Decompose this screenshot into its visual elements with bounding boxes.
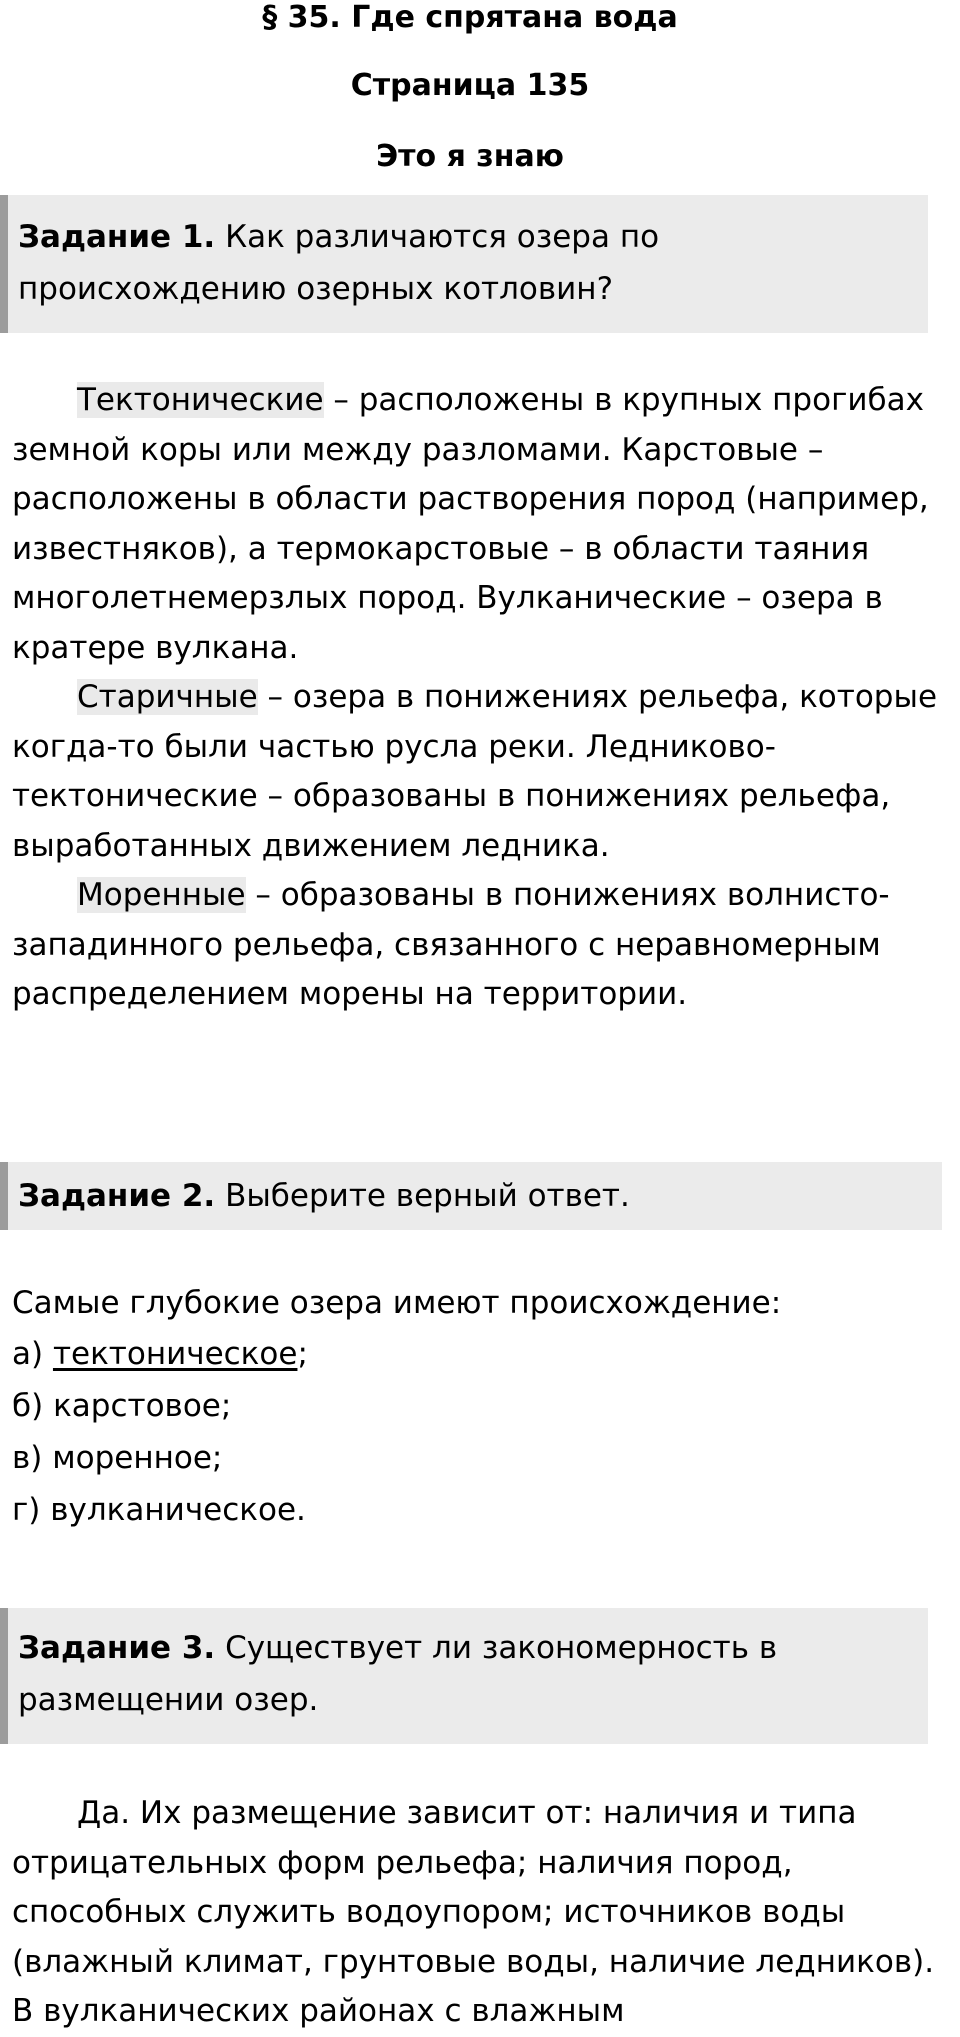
option-c-suffix: ; (211, 1440, 223, 1476)
term-moraine: Моренные (77, 877, 246, 913)
option-c (12, 1432, 308, 1484)
section-title: § 35. Где спрятана вода (262, 0, 678, 35)
task-1-label: Задание 1. (18, 219, 216, 255)
answer-text-3: – образованы в понижениях волнисто-западинного рельефа, связанного с неравномерным распределением морены на территории. (12, 877, 890, 1012)
task-2-prompt: Самые глубокие озера имеют происхождение: (12, 1285, 782, 1321)
option-b-text: карстовое (53, 1388, 221, 1424)
option-b-prefix: б) (12, 1388, 54, 1424)
task-2-question: Выберите верный ответ. (225, 1178, 630, 1214)
answer-text-1: – расположены в крупных прогибах земной коры или между разломами. Карстовые – расположены в области растворения пород (например, известняков), а термокарстовые – в области таяния многолетнемерзлых пород. Вулканические – озера в кратере вулкана. (12, 382, 929, 666)
option-c-text: моренное (52, 1440, 212, 1476)
term-tectonic: Тектонические (77, 382, 324, 418)
option-d-text: вулканическое (50, 1492, 297, 1528)
task-1-box (0, 195, 928, 333)
task-3-label: Задание 3. (18, 1630, 216, 1666)
task-3-question: Существует ли закономерность в размещении озер. (18, 1630, 778, 1718)
option-d (12, 1484, 308, 1536)
term-oxbow: Старичные (77, 679, 258, 715)
task-1-question: Как различаются озера по происхождению озерных котловин? (18, 219, 660, 307)
option-a-text-correct: тектоническое (52, 1336, 298, 1372)
task-3-answer-text: Да. Их размещение зависит от: наличия и типа отрицательных форм рельефа; наличия пород, способных служить водоупором; источников воды (влажный климат, грунтовые воды, наличие ледников). В вулканических районах с влажным (12, 1795, 935, 2029)
option-a-prefix: а) (12, 1336, 53, 1372)
task-1-answer (12, 376, 942, 1020)
option-d-suffix: . (296, 1492, 306, 1528)
task-2-box (0, 1162, 942, 1230)
task-2-label: Задание 2. (18, 1178, 216, 1214)
page-label: Страница 135 (350, 68, 590, 103)
answer-text-2: – озера в понижениях рельефа, которые когда-то были частью русла реки. Ледниково-тектонические – образованы в понижениях рельефа, выработанных движением ледника. (12, 679, 938, 864)
option-b-suffix: ; (220, 1388, 232, 1424)
task-3-answer (12, 1789, 942, 2037)
subsection-title: Это я знаю (376, 139, 564, 174)
option-a (12, 1328, 308, 1380)
option-b (12, 1380, 308, 1432)
option-d-prefix: г) (12, 1492, 51, 1528)
task-2-options (12, 1328, 308, 1536)
option-a-suffix: ; (297, 1336, 308, 1372)
task-3-box (0, 1608, 928, 1744)
option-c-prefix: в) (12, 1440, 53, 1476)
